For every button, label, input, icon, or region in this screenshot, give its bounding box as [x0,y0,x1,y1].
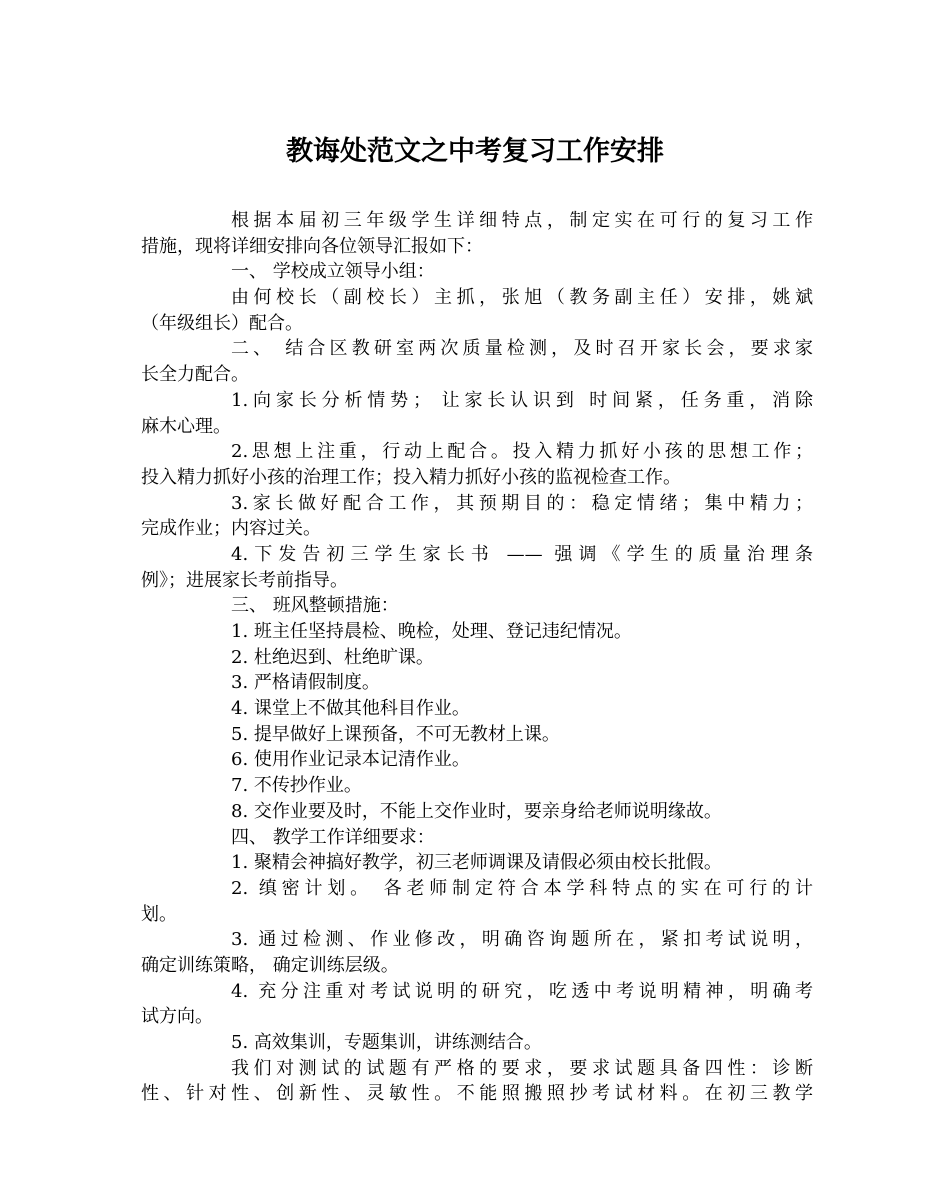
document-title: 教诲处范文之中考复习工作安排 [286,136,664,167]
body-line: 1.向家长分析情势； 让家长认识到 时间紧，任务重，消除 [231,389,813,411]
body-line: （年级组长）配合。 [141,312,303,334]
body-line: 1. 班主任坚持晨检、晚检，处理、登记违纪情况。 [231,621,632,642]
body-line: 3.家长做好配合工作，其预期目的：稳定情绪；集中精力； [231,492,813,514]
body-line: 三、 班风整顿措施： [231,595,399,617]
body-line: 例》；进展家长考前指导。 [141,569,348,591]
body-line: 2. 杜绝迟到、杜绝旷课。 [231,646,434,668]
body-line: 4.下发告初三学生家长书 —— 强调《学生的质量治理条 [231,543,813,565]
body-line: 2.思想上注重，行动上配合。投入精力抓好小孩的思想工作； [231,441,813,463]
body-line: 投入精力抓好小孩的治理工作；投入精力抓好小孩的监视检查工作。 [141,466,681,488]
body-line: 8. 交作业要及时，不能上交作业时，要亲身给老师说明缘故。 [231,800,722,822]
body-line: 措施，现将详细安排向各位领导汇报如下： [141,235,483,257]
body-line: 长全力配合。 [141,364,249,386]
body-line: 2. 缜密计划。 各老师制定符合本学科特点的实在可行的计 [231,877,813,899]
body-line: 试方向。 [141,1006,213,1028]
body-line: 4. 充分注重对考试说明的研究，吃透中考说明精神，明确考 [231,980,813,1002]
body-line: 一、 学校成立领导小组： [231,261,435,283]
body-line: 完成作业；内容过关。 [141,518,321,540]
body-line: 二、 结合区教研室两次质量检测，及时召开家长会，要求家 [231,338,813,360]
body-line: 性、针对性、创新性、灵敏性。不能照搬照抄考试材料。在初三教学 [141,1083,813,1105]
body-line: 1. 聚精会神搞好教学，初三老师调课及请假必须由校长批假。 [231,852,722,874]
body-line: 7. 不传抄作业。 [231,775,362,797]
body-line: 根据本届初三年级学生详细特点，制定实在可行的复习工作 [231,210,813,231]
body-line: 我们对测试的试题有严格的要求，要求试题具备四性：诊断 [231,1057,813,1079]
body-line: 确定训练策略， 确定训练层级。 [141,954,399,976]
body-line: 麻木心理。 [141,415,231,437]
body-line: 3. 严格请假制度。 [231,672,380,694]
body-line: 3. 通过检测、作业修改，明确咨询题所在，紧扣考试说明， [231,929,813,951]
body-line: 5. 高效集训，专题集训，讲练测结合。 [231,1032,542,1053]
body-line: 4. 课堂上不做其他科目作业。 [231,698,470,720]
body-line: 划。 [141,903,177,925]
document-body [141,208,813,1107]
body-line: 5. 提早做好上课预备，不可无教材上课。 [231,723,560,745]
body-line: 四、 教学工作详细要求： [231,826,435,848]
body-line: 由何校长（副校长）主抓，张旭（教务副主任）安排，姚斌 [231,287,813,309]
body-line: 6. 使用作业记录本记清作业。 [231,749,470,771]
